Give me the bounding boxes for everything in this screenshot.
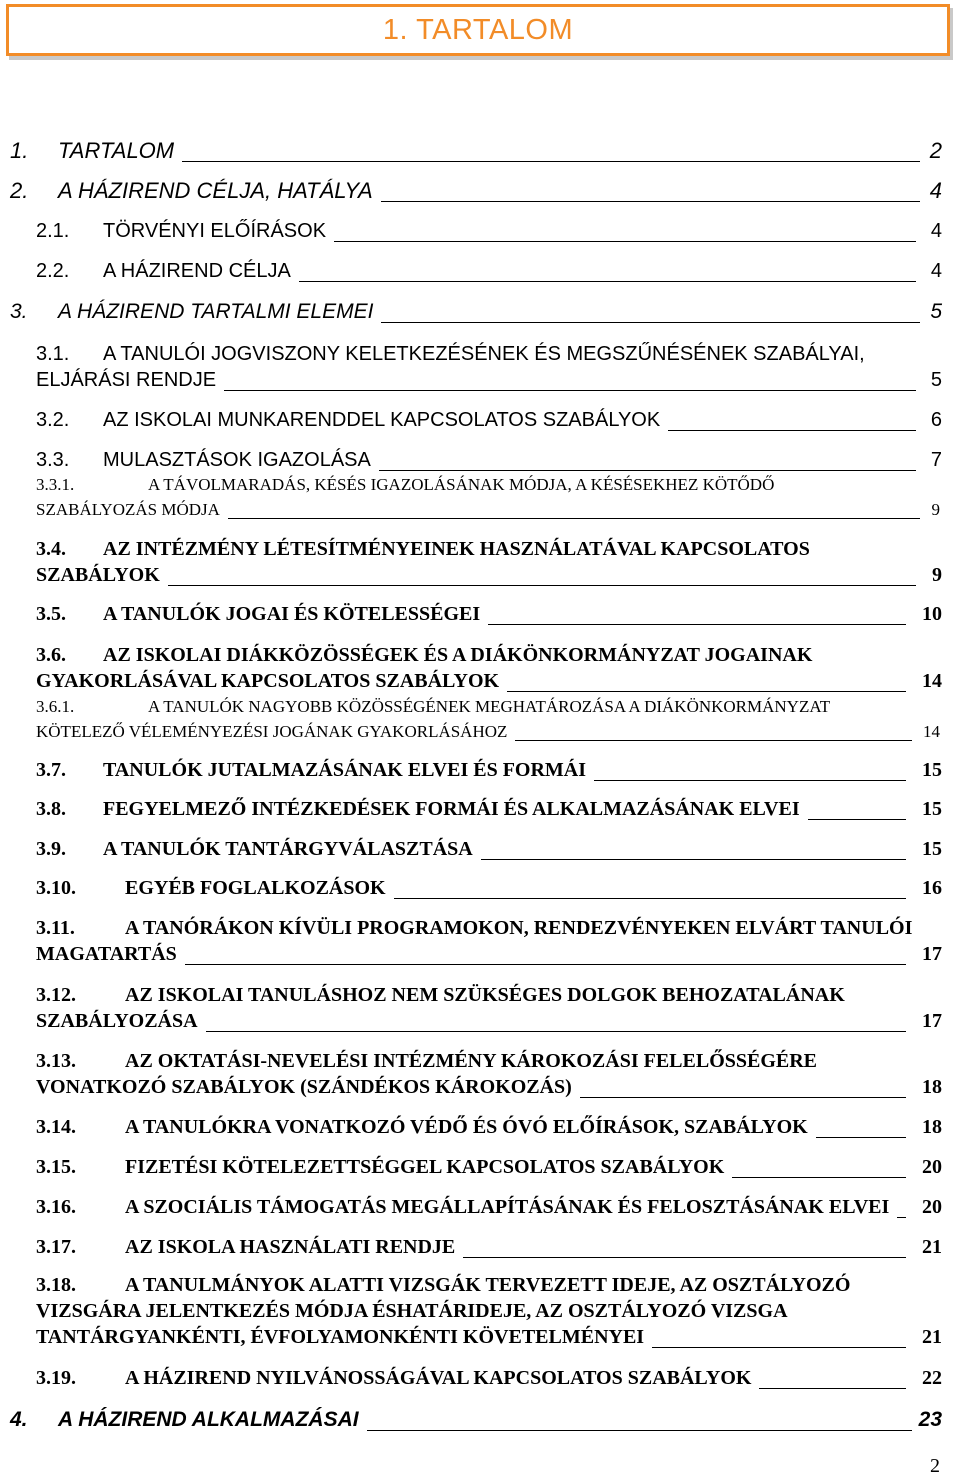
toc-entry-title: A TANULÓI JOGVISZONY KELETKEZÉSÉNEK ÉS MEGSZŰNÉSÉNEK SZABÁLYAI, — [103, 343, 865, 365]
toc-entry-title: AZ OKTATÁSI-NEVELÉSI INTÉZMÉNY KÁROKOZÁSI FELELŐSSÉGÉRE — [125, 1050, 818, 1072]
toc-leader-line — [463, 1257, 906, 1258]
toc-entry-title-continued: SZABÁLYOZÁSA — [36, 1010, 198, 1032]
toc-leader-line — [488, 624, 906, 625]
toc-leader-line — [228, 518, 920, 519]
toc-entry-title: A HÁZIREND CÉLJA, HATÁLYA — [58, 178, 373, 203]
toc-page-number: 23 — [918, 1408, 942, 1431]
toc-entry-title: EGYÉB FOGLALKOZÁSOK — [125, 877, 386, 899]
toc-page-number: 5 — [930, 300, 942, 323]
toc-page-number: 6 — [930, 409, 942, 431]
toc-leader-line — [182, 161, 920, 162]
toc-entry-number: 3.14. — [36, 1116, 76, 1138]
toc-entry-title: TANULÓK JUTALMAZÁSÁNAK ELVEI ÉS FORMÁI — [103, 759, 587, 781]
toc-entry-number: 2. — [10, 178, 29, 203]
toc-page-number: 18 — [922, 1076, 942, 1098]
toc-entry-title-continued: GYAKORLÁSÁVAL KAPCSOLATOS SZABÁLYOK — [36, 670, 500, 692]
toc-entry-number: 3.8. — [36, 798, 66, 820]
toc-leader-line — [668, 430, 916, 431]
toc-entry-number: 3.5. — [36, 603, 66, 625]
toc-page-number: 17 — [922, 1010, 942, 1032]
toc-leader-line — [816, 1137, 906, 1138]
toc-entry-number: 3.6. — [36, 644, 66, 666]
toc-leader-line — [381, 201, 920, 202]
toc-entry-title: A TANULÓKRA VONATKOZÓ VÉDŐ ÉS ÓVÓ ELŐÍRÁSOK, SZABÁLYOK — [125, 1116, 808, 1138]
toc-leader-line — [224, 390, 916, 391]
toc-entry-title: A TÁVOLMARADÁS, KÉSÉS IGAZOLÁSÁNAK MÓDJA, A KÉSÉSEKHEZ KÖTŐDŐ — [148, 475, 775, 494]
toc-entry-number: 2.1. — [36, 220, 70, 242]
toc-page-number: 2 — [929, 138, 942, 163]
toc-page-number: 20 — [922, 1196, 942, 1218]
toc-page-number: 4 — [929, 178, 942, 203]
toc-entry-number: 2.2. — [36, 260, 70, 282]
toc-page-number: 15 — [922, 798, 942, 820]
toc-entry-title: A TANÓRÁKON KÍVÜLI PROGRAMOKON, RENDEZVÉNYEKEN ELVÁRT TANULÓI — [125, 917, 913, 939]
toc-page-number: 14 — [922, 670, 942, 692]
toc-entry-title: A TANULÓK JOGAI ÉS KÖTELESSÉGEI — [103, 603, 481, 625]
toc-entry-title: MULASZTÁSOK IGAZOLÁSA — [103, 449, 371, 471]
toc-entry-title: A TANULÓK TANTÁRGYVÁLASZTÁSA — [103, 838, 473, 860]
toc-entry-number: 3.12. — [36, 984, 76, 1006]
toc-entry-title: AZ ISKOLAI TANULÁSHOZ NEM SZÜKSÉGES DOLGOK BEHOZATALÁNAK — [125, 984, 845, 1006]
toc-leader-line — [379, 470, 916, 471]
toc-page-number: 22 — [922, 1367, 942, 1389]
toc-leader-line — [897, 1217, 906, 1218]
toc-entry-title: A TANULMÁNYOK ALATTI VIZSGÁK TERVEZETT IDEJE, AZ OSZTÁLYOZÓ — [125, 1274, 851, 1296]
toc-entry-title: AZ ISKOLAI DIÁKKÖZÖSSÉGEK ÉS A DIÁKÖNKORMÁNYZAT JOGAINAK — [103, 644, 813, 666]
toc-entry-number: 4. — [10, 1408, 28, 1431]
toc-entry-title: A HÁZIREND TARTALMI ELEMEI — [58, 300, 374, 323]
toc-entry-title: AZ INTÉZMÉNY LÉTESÍTMÉNYEINEK HASZNÁLATÁVAL KAPCSOLATOS — [103, 538, 810, 560]
toc-entry-number: 3.3. — [36, 449, 70, 471]
toc-leader-line — [481, 859, 906, 860]
toc-leader-line — [206, 1031, 906, 1032]
toc-entry-number: 3.11. — [36, 917, 75, 939]
toc-entry-number: 3.6.1. — [36, 697, 75, 716]
toc-page-number: 21 — [922, 1236, 942, 1258]
toc-page-number: 4 — [930, 260, 942, 282]
toc-entry-title: AZ ISKOLA HASZNÁLATI RENDJE — [125, 1236, 456, 1258]
chapter-title: 1. TARTALOM — [382, 13, 574, 46]
toc-entry-title: A HÁZIREND NYILVÁNOSSÁGÁVAL KAPCSOLATOS SZABÁLYOK — [125, 1367, 752, 1389]
toc-entry-title: TARTALOM — [58, 138, 175, 163]
toc-entry-title: A TANULÓK NAGYOBB KÖZÖSSÉGÉNEK MEGHATÁROZÁSA A DIÁKÖNKORMÁNYZAT — [148, 697, 831, 716]
toc-entry-number: 3. — [10, 300, 28, 323]
toc-page-number: 15 — [922, 759, 942, 781]
toc-leader-line — [759, 1388, 906, 1389]
toc-entry-number: 3.18. — [36, 1274, 76, 1296]
toc-leader-line — [381, 322, 920, 323]
toc-entry-number: 3.3.1. — [36, 475, 75, 494]
toc-leader-line — [594, 780, 906, 781]
toc-page-number: 18 — [922, 1116, 942, 1138]
toc-page-number: 16 — [922, 877, 942, 899]
toc-entry-number: 3.19. — [36, 1367, 76, 1389]
toc-page-number: 7 — [930, 449, 942, 471]
toc-page-number: 15 — [922, 838, 942, 860]
chapter-title-box — [6, 4, 950, 56]
toc-entry-number: 3.13. — [36, 1050, 76, 1072]
toc-entry-title-continued: MAGATARTÁS — [36, 943, 177, 965]
toc-page-number: 4 — [930, 220, 942, 242]
toc-page-number: 14 — [923, 722, 940, 741]
toc-entry-number: 3.17. — [36, 1236, 76, 1258]
toc-entry-title: FIZETÉSI KÖTELEZETTSÉGGEL KAPCSOLATOS SZABÁLYOK — [125, 1156, 725, 1178]
toc-page-number: 17 — [922, 943, 942, 965]
toc-page-number: 9 — [932, 564, 942, 586]
toc-leader-line — [299, 281, 916, 282]
toc-entry-number: 3.2. — [36, 409, 70, 431]
toc-entry-number: 3.15. — [36, 1156, 76, 1178]
toc-leader-line — [515, 740, 912, 741]
toc-entry-title: TÖRVÉNYI ELŐÍRÁSOK — [103, 220, 327, 242]
toc-entry-title-continued: SZABÁLYOZÁS MÓDJA — [36, 500, 220, 519]
toc-entry-title: A SZOCIÁLIS TÁMOGATÁS MEGÁLLAPÍTÁSÁNAK ÉS FELOSZTÁSÁNAK ELVEI — [125, 1196, 890, 1218]
toc-leader-line — [334, 241, 916, 242]
toc-entry-number: 1. — [10, 138, 29, 163]
toc-page-number: 5 — [930, 369, 942, 391]
toc-entry-title-continued: VONATKOZÓ SZABÁLYOK (SZÁNDÉKOS KÁROKOZÁS) — [36, 1076, 572, 1098]
toc-page-number: 9 — [931, 500, 940, 519]
toc-page-number: 21 — [922, 1326, 942, 1348]
toc-leader-line — [168, 585, 916, 586]
toc-leader-line — [732, 1177, 906, 1178]
toc-leader-line — [808, 819, 906, 820]
toc-entry-title: FEGYELMEZŐ INTÉZKEDÉSEK FORMÁI ÉS ALKALMAZÁSÁNAK ELVEI — [103, 798, 800, 820]
toc-entry-number: 3.16. — [36, 1196, 76, 1218]
toc-leader-line — [580, 1097, 906, 1098]
toc-entry-title-continued: ELJÁRÁSI RENDJE — [36, 369, 217, 391]
toc-entry-number: 3.4. — [36, 538, 66, 560]
toc-leader-line — [394, 898, 906, 899]
toc-leader-line — [367, 1430, 912, 1431]
toc-leader-line — [652, 1347, 906, 1348]
toc-page-number: 10 — [922, 603, 942, 625]
toc-entry-title-continued: TANTÁRGYANKÉNTI, ÉVFOLYAMONKÉNTI KÖVETELMÉNYEI — [36, 1326, 645, 1348]
toc-entry-number: 3.10. — [36, 877, 76, 899]
toc-entry-number: 3.9. — [36, 838, 66, 860]
toc-leader-line — [185, 964, 906, 965]
toc-entry-title-continued: SZABÁLYOK — [36, 564, 160, 586]
toc-entry-title-continued: KÖTELEZŐ VÉLEMÉNYEZÉSI JOGÁNAK GYAKORLÁSÁHOZ — [36, 722, 508, 741]
toc-leader-line — [507, 691, 906, 692]
toc-entry-title: A HÁZIREND ALKALMAZÁSAI — [58, 1408, 359, 1431]
toc-entry-title: AZ ISKOLAI MUNKARENDDEL KAPCSOLATOS SZABÁLYOK — [103, 409, 661, 431]
toc-page-number: 20 — [922, 1156, 942, 1178]
toc-entry-number: 3.7. — [36, 759, 66, 781]
toc-entry-title-continued: VIZSGÁRA JELENTKEZÉS MÓDJA ÉSHATÁRIDEJE, AZ OSZTÁLYOZÓ VIZSGA — [36, 1300, 788, 1322]
page-number: 2 — [930, 1455, 940, 1477]
toc-entry-title: A HÁZIREND CÉLJA — [103, 260, 291, 282]
toc-entry-number: 3.1. — [36, 343, 70, 365]
